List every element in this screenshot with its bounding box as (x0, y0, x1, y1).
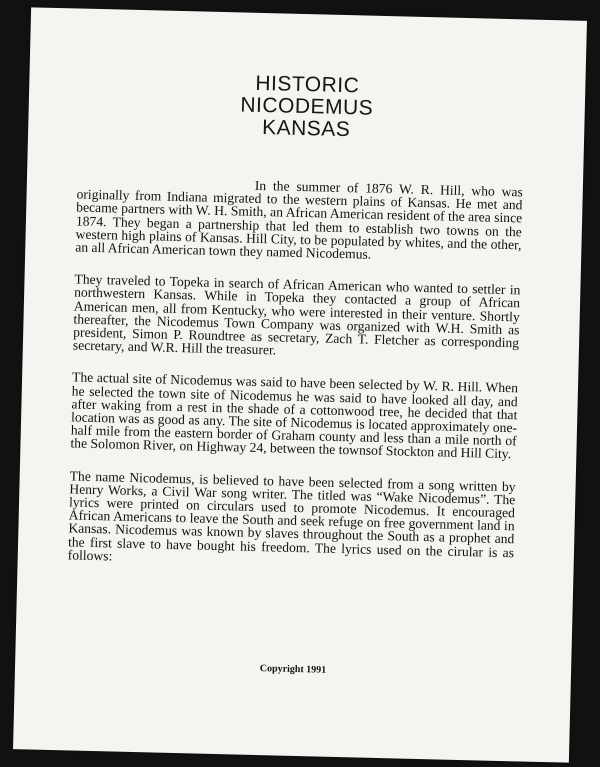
paragraph-2: They traveled to Topeka in search of African American who wanted to settler in northwestern Kansas. While in Topeka they contacted a group of African American men, all from Kentucky, who were interested in their venture. Shortly thereafter, the Nicodemus Town Company was organized with W.H. Smith as president, Simon P. Roundtree as secretary, Zach T. Fletcher as corresponding secretary, and W.R. Hill the treasurer. (72, 271, 521, 358)
copyright-notice: Copyright 1991 (259, 663, 327, 676)
title-line-1: HISTORIC (255, 71, 360, 98)
title-line-3: KANSAS (261, 116, 351, 142)
document-page (13, 7, 587, 762)
title-line-2: NICODEMUS (240, 93, 374, 120)
paragraph-4: The name Nicodemus, is believed to have been selected from a song written by Henry Works, a Civil War song writer. The titled was “Wake Nicodemus”. The lyrics were printed on circulars used to promote Nicodemus. It encouraged African Americans to leave the South and seek refuge on free government land in Kansas. Nicodemus was known by slaves throughout the South as a prophet and the first slave to have bought his freedom. The lyrics used on the cirular is as follows: (67, 468, 516, 564)
paragraph-3: The actual site of Nicodemus was said to have been selected by W. R. Hill. When he selected the town site of Nicodemus he was said to have looked all day, and after waking from a rest in the shade of a cottonwood tree, he decided that that location was as good as any. The site of Nicodemus is located approximately one-half mile from the eastern border of Graham county and less than a mile north of the Solomon River, on Highway 24, between the townsof Stockton and Hill City. (70, 369, 519, 462)
page-title (28, 67, 585, 147)
body-text (67, 174, 523, 591)
paragraph-1: In the summer of 1876 W. R. Hill, who was originally from Indiana migrated to the western plains of Kansas. He met and became partners with W. H. Smith, an African American resident of the area since 1874. They began a partnership that led them to establish two towns on the western high plains of Kansas. Hill City, to be populated by whites, and the other, an all African American town they named Nicodemus. (75, 177, 523, 262)
